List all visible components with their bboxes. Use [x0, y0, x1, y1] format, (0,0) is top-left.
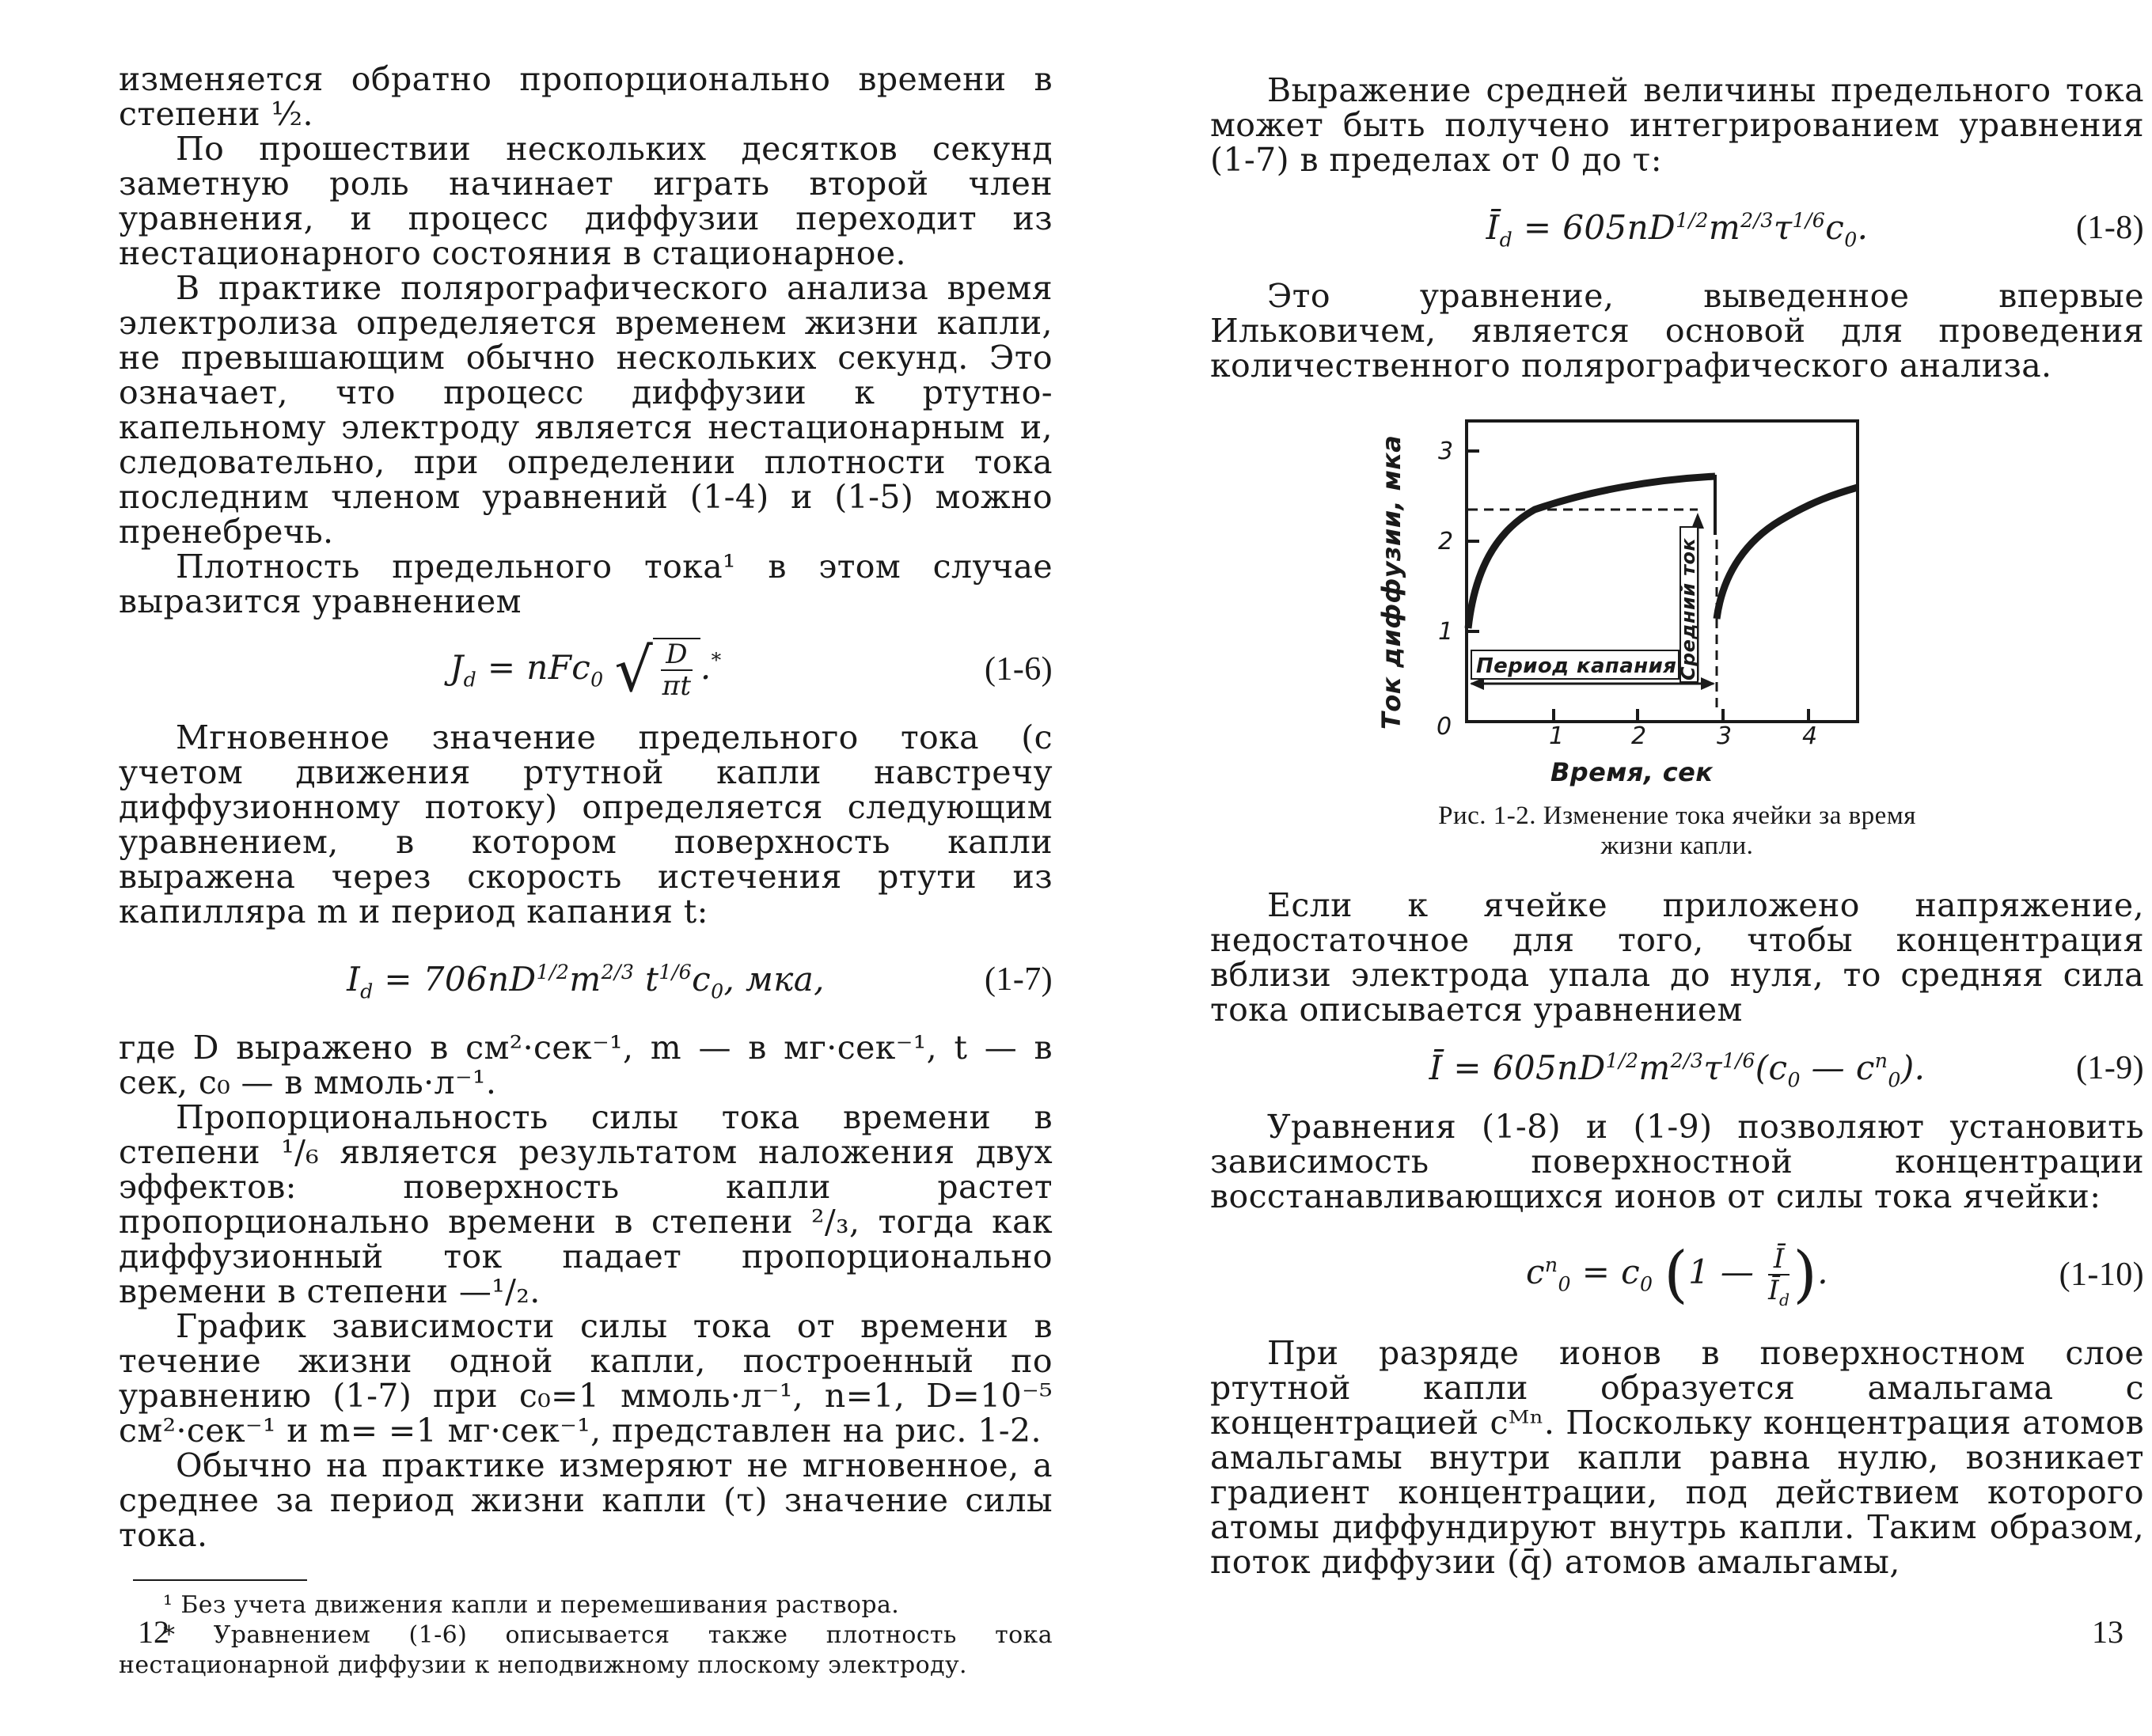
eq-symbol: Ī: [1486, 208, 1500, 247]
period-arrow-right: [1701, 677, 1715, 690]
eq-subscript: d: [1499, 228, 1513, 252]
eq-superscript: 1/2: [1676, 209, 1709, 232]
sqrt-body: [653, 638, 700, 701]
eq-term: = 706nD: [384, 960, 537, 999]
eq-term: .: [1857, 208, 1869, 247]
paragraph: Мгновенное значение предельного тока (с учетом движения ртутной капли навстречу диффузионному потоку) определяется следующим уравнением, в котором поверхность капли выражена через скорость истечения ртути из капилляра m и период капания t:: [119, 718, 1053, 931]
y-tick-label: 2: [1438, 528, 1454, 555]
numerator: D: [661, 639, 693, 671]
mean-label: Средний ток: [1677, 537, 1699, 680]
figure-caption: Рис. 1-2. Изменение тока ячейки за время жизни капли.: [1438, 802, 1916, 860]
paragraph: Уравнения (1-8) и (1-9) позволяют установить зависимость поверхностной концентрации восстанавливающихся ионов от силы тока ячейки:: [1210, 1108, 2144, 1215]
sqrt-icon: √: [614, 635, 654, 705]
paragraph: где D выражено в см²·сек⁻¹, m — в мг·сек⁻¹, t — в сек, c₀ — в ммоль·л⁻¹.: [119, 1029, 1053, 1101]
paragraph: По прошествии нескольких десятков секунд заметную роль начинает играть второй член уравнения, и процесс диффузии переходит из нестационарного состояния в стационарное.: [119, 130, 1053, 272]
eq-superscript: 1/2: [1605, 1049, 1639, 1072]
eq-subscript: 0: [1888, 1068, 1901, 1092]
paragraph: В практике полярографического анализа время электролиза определяется временем жизни капли, не превышающим обычно нескольких секунд. Это означает, что процесс диффузии к ртутно-капельному электроду является нестационарным и, следовательно, при определении плотности тока последним членом уравнений (1-4) и (1-5) можно пренебречь.: [119, 269, 1053, 551]
eq-subscript: d: [1778, 1290, 1790, 1310]
equation-number: (1-7): [985, 961, 1053, 998]
eq-superscript: n: [1544, 1253, 1558, 1276]
equation-number: (1-10): [2059, 1257, 2144, 1293]
eq-term: m: [1708, 208, 1741, 247]
eq-superscript: 2/3: [601, 961, 635, 984]
eq-symbol: J: [450, 648, 464, 687]
eq-star: *: [711, 649, 722, 672]
eq-subscript: 0: [1558, 1272, 1571, 1296]
eq-superscript: 1/6: [1792, 209, 1826, 232]
eq-subscript: d: [463, 668, 477, 692]
paragraph: Обычно на практике измеряют не мгновенное, а среднее за период жизни капли (τ) значение силы тока.: [119, 1446, 1053, 1554]
formula: [1210, 208, 2144, 252]
eq-symbol: I: [347, 960, 361, 999]
current-vs-time-chart: [1210, 397, 2144, 745]
eq-term: = c: [1581, 1253, 1641, 1291]
eq-subscript: 0: [1844, 228, 1858, 252]
eq-subscript: 0: [711, 980, 724, 1003]
right-page: [1076, 0, 2152, 1736]
eq-superscript: 2/3: [1740, 209, 1774, 232]
equation-1-6: [119, 636, 1053, 703]
denominator: πt: [662, 670, 692, 702]
x-tick-label: 4: [1802, 722, 1818, 745]
x-tick-label: 3: [1717, 722, 1733, 745]
right-text-column: [1210, 73, 2144, 1579]
eq-term: c: [692, 960, 712, 999]
numerator: Ī: [1768, 1244, 1790, 1275]
eq-term: = nFc: [487, 648, 591, 687]
eq-subscript: 0: [1640, 1272, 1653, 1296]
right-paren-icon: ): [1793, 1239, 1818, 1310]
eq-term: m: [1638, 1048, 1671, 1087]
eq-term: = 605nD: [1453, 1048, 1606, 1087]
eq-subscript: 0: [1787, 1068, 1801, 1092]
eq-superscript: 2/3: [1670, 1049, 1704, 1072]
equation-number: (1-8): [2076, 210, 2144, 246]
equation-1-9: [1210, 1035, 2144, 1101]
period-label: Период капания: [1476, 654, 1677, 678]
formula: $J_d = nFc_0$ √ $\frac{D}{\pi t}$ .*: [450, 635, 722, 705]
left-text-column: [119, 62, 1053, 1681]
paragraph: изменяется обратно пропорционально времени в степени ½.: [119, 60, 1053, 133]
eq-term: (c: [1755, 1048, 1788, 1087]
eq-superscript: 1/6: [659, 961, 693, 984]
equation-number: (1-9): [2076, 1050, 2144, 1086]
eq-term: = 605nD: [1523, 208, 1676, 247]
eq-symbol: Ī: [1429, 1048, 1443, 1087]
formula: [1210, 1239, 2144, 1310]
denominator: [1768, 1275, 1790, 1310]
equation-1-7: [119, 946, 1053, 1013]
formula: [1210, 1048, 2144, 1092]
equation-1-8: [1210, 195, 2144, 261]
paragraph: Плотность предельного тока¹ в этом случае выразится уравнением: [119, 548, 1053, 620]
denominator-symbol: Ī: [1768, 1275, 1779, 1306]
eq-symbol: c: [1525, 1253, 1545, 1291]
paragraph: Если к ячейке приложено напряжение, недостаточное для того, чтобы концентрация вблизи электрода упала до нуля, то средняя сила тока описывается уравнением: [1210, 886, 2144, 1029]
fraction: [661, 639, 693, 701]
paragraph: Выражение средней величины предельного тока может быть получено интегрированием уравнения (1-7) в пределах от 0 до τ:: [1210, 71, 2144, 179]
eq-term: 1 —: [1688, 1253, 1755, 1291]
paragraph: График зависимости силы тока от времени в течение жизни одной капли, построенный по уравнению (1-7) при c₀=1 ммоль·л⁻¹, n=1, D=10⁻⁵ см²·сек⁻¹ и m= =1 мг·сек⁻¹, представлен на рис. 1-2.: [119, 1307, 1053, 1450]
eq-unit: , мка,: [723, 960, 825, 999]
x-tick-label: 0: [1437, 713, 1452, 741]
eq-term: — c: [1800, 1048, 1875, 1087]
equation-1-10: [1210, 1231, 2144, 1318]
x-axis-title: Время, сек: [1550, 757, 1714, 787]
footnote: * Уравнением (1-6) описывается также плотность тока нестационарной диффузии к неподвижному плоскому электроду.: [119, 1621, 1053, 1679]
eq-term: t: [634, 960, 659, 999]
x-tick-label: 2: [1631, 722, 1647, 745]
footnote: ¹ Без учета движения капли и перемешивания раствора.: [163, 1591, 900, 1619]
eq-term: m: [569, 960, 602, 999]
eq-superscript: 1/6: [1722, 1049, 1755, 1072]
footnotes: [119, 1590, 1053, 1681]
y-axis-title: Ток диффузии, мка: [1376, 434, 1406, 730]
equation-number: (1-6): [985, 651, 1053, 688]
eq-subscript: 0: [590, 668, 604, 692]
footnote-divider: [133, 1579, 307, 1581]
paragraph: При разряде ионов в поверхностном слое ртутной капли образуется амальгама с концентрацией cᴹⁿ. Поскольку концентрация атомов амальгамы внутри капли равна нулю, возникает градиент концентрации, под действием которого атомы диффундируют внутрь капли. Таким образом, поток диффузии (q̄) атомов амальгамы,: [1210, 1334, 2144, 1581]
eq-term: ).: [1900, 1048, 1926, 1087]
eq-subscript: d: [360, 980, 374, 1003]
x-tick-label: 1: [1549, 722, 1565, 745]
drop-curve-2: [1717, 487, 1858, 619]
paragraph: Это уравнение, выведенное впервые Ильковичем, является основой для проведения количественного полярографического анализа.: [1210, 277, 2144, 385]
eq-superscript: 1/2: [536, 961, 570, 984]
formula: [119, 960, 1053, 1003]
fraction: [1768, 1243, 1790, 1310]
page-number: 12: [138, 1614, 169, 1650]
y-tick-label: 3: [1438, 438, 1454, 465]
eq-term: τ: [1703, 1048, 1723, 1087]
figure-1-2: [1210, 397, 2144, 888]
page-number: 13: [2092, 1614, 2124, 1650]
eq-term: τ: [1773, 208, 1793, 247]
paragraph: Пропорциональность силы тока времени в степени ¹/₆ является результатом наложения двух эффектов: поверхность капли растет пропорционально времени в степени ²/₃, тогда как диффузионный ток падает пропорционально времени в степени —¹/₂.: [119, 1098, 1053, 1310]
y-tick-label: 1: [1438, 618, 1454, 646]
left-paren-icon: (: [1664, 1239, 1689, 1310]
eq-term: c: [1825, 208, 1845, 247]
eq-term: .: [1817, 1253, 1829, 1291]
eq-superscript: n: [1874, 1049, 1888, 1072]
